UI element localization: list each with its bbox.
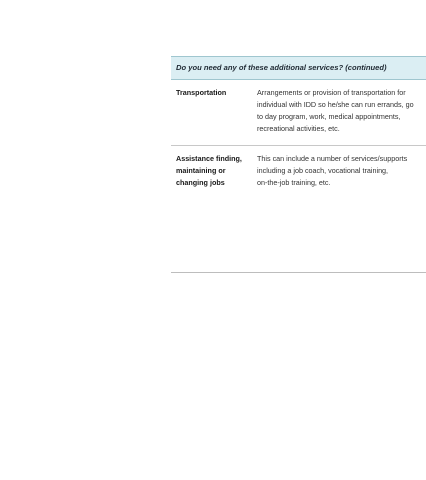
table-row-jobs <box>171 146 426 273</box>
description-line: on-the-job training, etc. <box>257 178 331 187</box>
table-header: Do you need any of these additional services? (continued) <box>171 56 426 80</box>
service-name-line: Transportation <box>176 88 227 97</box>
service-name-line: changing jobs <box>176 178 225 187</box>
description-line: This can include a number of services/supports <box>257 154 408 163</box>
service-description <box>257 87 426 135</box>
service-name-line: maintaining or <box>176 166 226 175</box>
description-line: to day program, work, medical appointments, <box>257 112 401 121</box>
table-row-transportation <box>171 80 426 146</box>
description-line: individual with IDD so he/she can run errands, go <box>257 100 414 109</box>
service-name-line: Assistance finding, <box>176 154 242 163</box>
description-line: including a job coach, vocational training, <box>257 166 389 175</box>
description-line: recreational activities, etc. <box>257 124 340 133</box>
description-line: Arrangements or provision of transportation for <box>257 88 406 97</box>
services-table <box>171 56 426 273</box>
service-description <box>257 153 426 189</box>
service-name <box>176 153 254 189</box>
service-name <box>176 87 254 99</box>
